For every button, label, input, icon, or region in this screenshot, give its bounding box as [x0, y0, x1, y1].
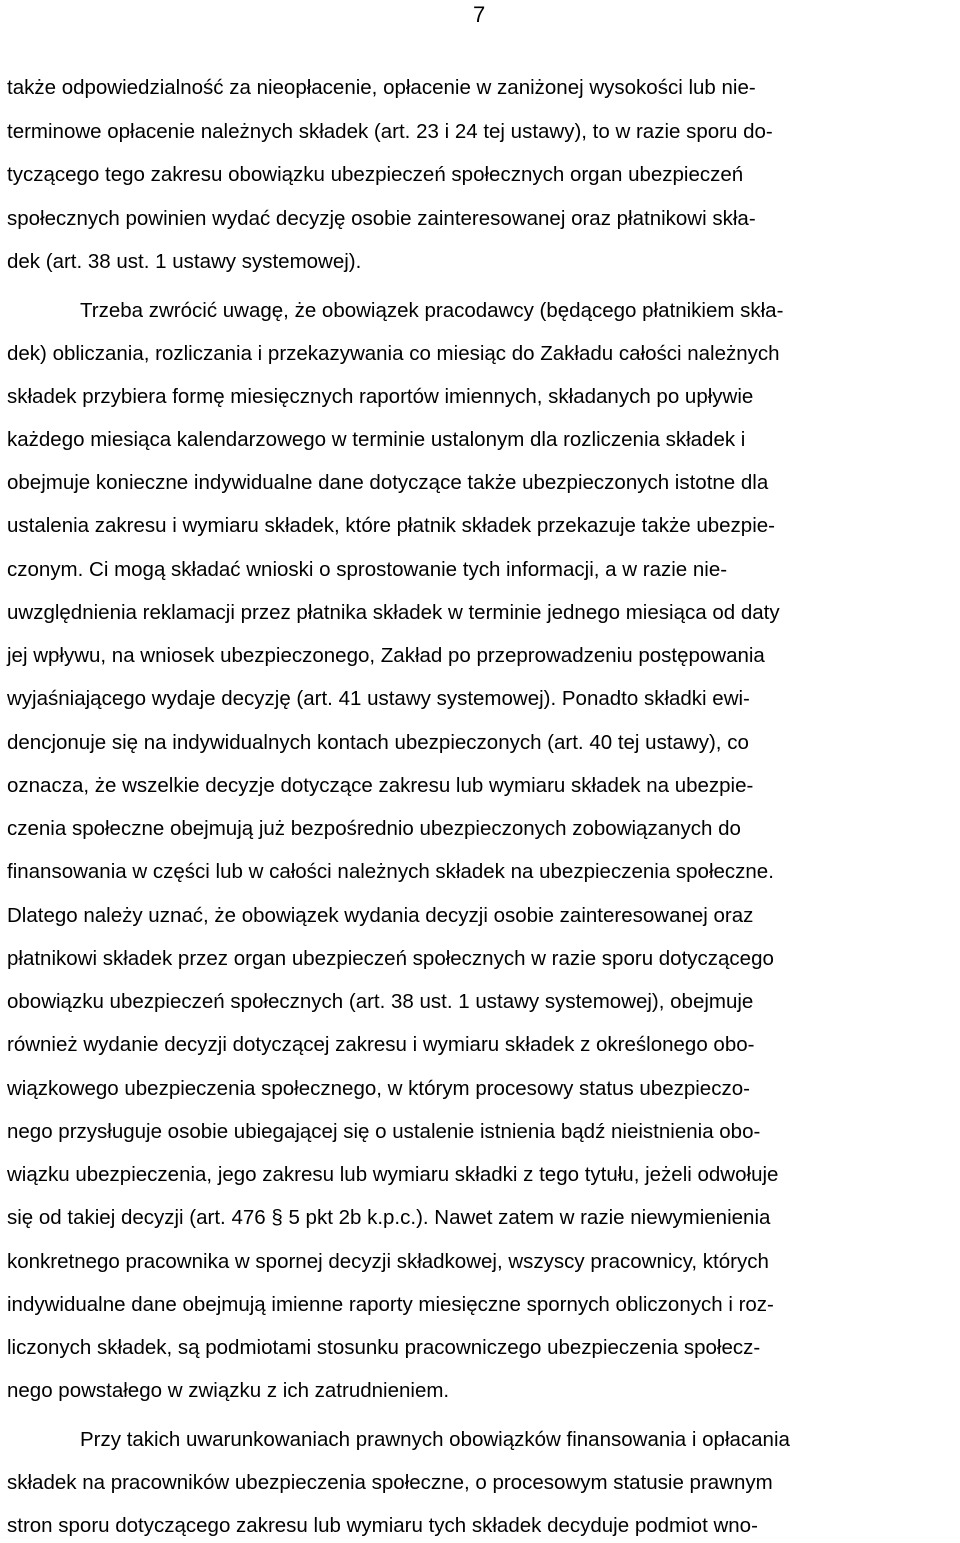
- text-line: ustalenia zakresu i wymiaru składek, które płatnik składek przekazuje także ubezpie-: [7, 514, 775, 537]
- text-line: płatnikowi składek przez organ ubezpieczeń społecznych w razie sporu dotyczącego: [7, 947, 774, 970]
- text-line: Dlatego należy uznać, że obowiązek wydania decyzji osobie zainteresowanej oraz: [7, 904, 754, 927]
- text-line: składek na pracowników ubezpieczenia społeczne, o procesowym statusie prawnym: [7, 1471, 773, 1494]
- text-line: stron sporu dotyczącego zakresu lub wymiaru tych składek decyduje podmiot wno-: [7, 1514, 758, 1537]
- text-line: Trzeba zwrócić uwagę, że obowiązek pracodawcy (będącego płatnikiem skła-: [80, 299, 784, 322]
- text-line: dek (art. 38 ust. 1 ustawy systemowej).: [7, 250, 362, 273]
- text-line: obejmuje konieczne indywidualne dane dotyczące także ubezpieczonych istotne dla: [7, 471, 769, 494]
- text-line: także odpowiedzialność za nieopłacenie, opłacenie w zaniżonej wysokości lub nie-: [7, 76, 756, 99]
- text-line: dek) obliczania, rozliczania i przekazywania co miesiąc do Zakładu całości należnych: [7, 342, 780, 365]
- text-line: nego powstałego w związku z ich zatrudnieniem.: [7, 1379, 450, 1402]
- text-line: składek przybiera formę miesięcznych raportów imiennych, składanych po upływie: [7, 385, 754, 408]
- text-line: wyjaśniającego wydaje decyzję (art. 41 ustawy systemowej). Ponadto składki ewi-: [7, 687, 750, 710]
- text-line: konkretnego pracownika w spornej decyzji składkowej, wszyscy pracownicy, których: [7, 1250, 769, 1273]
- text-line: uwzględnienia reklamacji przez płatnika składek w terminie jednego miesiąca od daty: [7, 601, 780, 624]
- text-line: tyczącego tego zakresu obowiązku ubezpieczeń społecznych organ ubezpieczeń: [7, 163, 744, 186]
- text-line: nego przysługuje osobie ubiegającej się o ustalenie istnienia bądź nieistnienia obo-: [7, 1120, 761, 1143]
- text-line: indywidualne dane obejmują imienne raporty miesięczne spornych obliczonych i roz-: [7, 1293, 774, 1316]
- text-line: terminowe opłacenie należnych składek (art. 23 i 24 tej ustawy), to w razie sporu do-: [7, 120, 773, 143]
- text-line: obowiązku ubezpieczeń społecznych (art. 38 ust. 1 ustawy systemowej), obejmuje: [7, 990, 754, 1013]
- text-line: każdego miesiąca kalendarzowego w terminie ustalonym dla rozliczenia składek i: [7, 428, 746, 451]
- text-line: jej wpływu, na wniosek ubezpieczonego, Zakład po przeprowadzeniu postępowania: [7, 644, 765, 667]
- page-number: 7: [473, 2, 486, 27]
- text-line: dencjonuje się na indywidualnych kontach ubezpieczonych (art. 40 tej ustawy), co: [7, 731, 749, 754]
- text-line: również wydanie decyzji dotyczącej zakresu i wymiaru składek z określonego obo-: [7, 1033, 755, 1056]
- text-line: czonym. Ci mogą składać wnioski o sprostowanie tych informacji, a w razie nie-: [7, 558, 728, 581]
- text-line: finansowania w części lub w całości należnych składek na ubezpieczenia społeczne.: [7, 860, 774, 883]
- text-line: się od takiej decyzji (art. 476 § 5 pkt 2b k.p.c.). Nawet zatem w razie niewymienienia: [7, 1206, 771, 1229]
- text-line: oznacza, że wszelkie decyzje dotyczące zakresu lub wymiaru składek na ubezpie-: [7, 774, 754, 797]
- text-line: wiązku ubezpieczenia, jego zakresu lub wymiaru składki z tego tytułu, jeżeli odwołuje: [7, 1163, 779, 1186]
- text-line: społecznych powinien wydać decyzję osobie zainteresowanej oraz płatnikowi skła-: [7, 207, 756, 230]
- text-line: czenia społeczne obejmują już bezpośrednio ubezpieczonych zobowiązanych do: [7, 817, 741, 840]
- text-line: Przy takich uwarunkowaniach prawnych obowiązków finansowania i opłacania: [80, 1428, 790, 1451]
- text-line: liczonych składek, są podmiotami stosunku pracowniczego ubezpieczenia społecz-: [7, 1336, 761, 1359]
- text-line: wiązkowego ubezpieczenia społecznego, w którym procesowy status ubezpieczo-: [7, 1077, 750, 1100]
